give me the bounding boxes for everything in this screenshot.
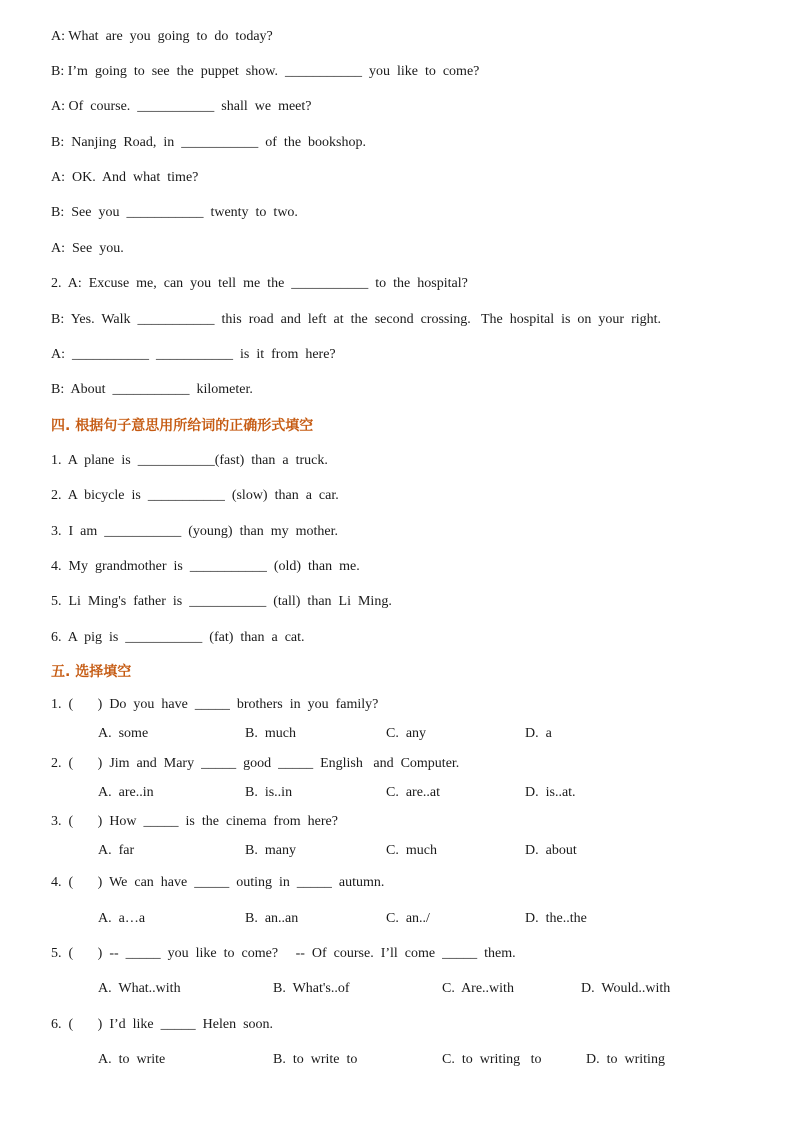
question: 3. ( ) How _____ is the cinema from here? <box>51 814 338 829</box>
question: 1. ( ) Do you have _____ brothers in you family? <box>51 697 379 712</box>
option-d: D. the..the <box>525 911 587 926</box>
fill-in-item: 1. A plane is ___________(fast) than a truck. <box>51 453 328 468</box>
option-a: A. are..in <box>98 785 154 800</box>
option-d: D. is..at. <box>525 785 576 800</box>
section-4-title: 四. 根据句子意思用所给词的正确形式填空 <box>51 418 314 434</box>
question: 6. ( ) I’d like _____ Helen soon. <box>51 1017 274 1032</box>
option-c: C. any <box>386 726 427 741</box>
fill-in-item: 2. A bicycle is ___________ (slow) than a car. <box>51 488 339 503</box>
dialogue-line: A: ___________ ___________ is it from here? <box>51 347 336 362</box>
option-c: C. much <box>386 843 437 858</box>
option-a: A. far <box>98 843 135 858</box>
dialogue-line: B: See you ___________ twenty to two. <box>51 205 298 220</box>
dialogue-line: A: Of course. ___________ shall we meet? <box>51 99 312 114</box>
option-d: D. a <box>525 726 552 741</box>
option-b: B. much <box>245 726 296 741</box>
dialogue-line: B: I’m going to see the puppet show. ___________ you like to come? <box>51 64 480 79</box>
option-b: B. an..an <box>245 911 299 926</box>
option-a: A. What..with <box>98 981 181 996</box>
dialogue-line: A: What are you going to do today? <box>51 29 273 44</box>
dialogue-line: B: Yes. Walk ___________ this road and left at the second crossing. The hospital is on your right. <box>51 312 662 327</box>
question: 5. ( ) -- _____ you like to come? -- Of course. I’ll come _____ them. <box>51 946 516 961</box>
dialogue-line: A: OK. And what time? <box>51 170 199 185</box>
dialogue-line: B: Nanjing Road, in ___________ of the bookshop. <box>51 135 366 150</box>
option-b: B. many <box>245 843 296 858</box>
option-d: D. about <box>525 843 577 858</box>
option-c: C. Are..with <box>442 981 514 996</box>
option-b: B. to write to <box>273 1052 358 1067</box>
option-a: A. some <box>98 726 149 741</box>
option-c: C. an../ <box>386 911 430 926</box>
option-b: B. What's..of <box>273 981 350 996</box>
option-c: C. are..at <box>386 785 441 800</box>
fill-in-item: 5. Li Ming's father is ___________ (tall) than Li Ming. <box>51 594 392 609</box>
option-a: A. a…a <box>98 911 146 926</box>
dialogue-line: 2. A: Excuse me, can you tell me the ___________ to the hospital? <box>51 276 468 291</box>
fill-in-item: 6. A pig is ___________ (fat) than a cat. <box>51 630 305 645</box>
option-c: C. to writing to <box>442 1052 542 1067</box>
question: 2. ( ) Jim and Mary _____ good _____ English and Computer. <box>51 756 460 771</box>
option-d: D. to writing <box>586 1052 665 1067</box>
dialogue-line: A: See you. <box>51 241 124 256</box>
fill-in-item: 4. My grandmother is ___________ (old) than me. <box>51 559 360 574</box>
option-d: D. Would..with <box>581 981 671 996</box>
question: 4. ( ) We can have _____ outing in _____ autumn. <box>51 875 385 890</box>
section-5-title: 五. 选择填空 <box>51 664 132 680</box>
dialogue-line: B: About ___________ kilometer. <box>51 382 253 397</box>
fill-in-item: 3. I am ___________ (young) than my mother. <box>51 524 338 539</box>
option-b: B. is..in <box>245 785 293 800</box>
option-a: A. to write <box>98 1052 166 1067</box>
